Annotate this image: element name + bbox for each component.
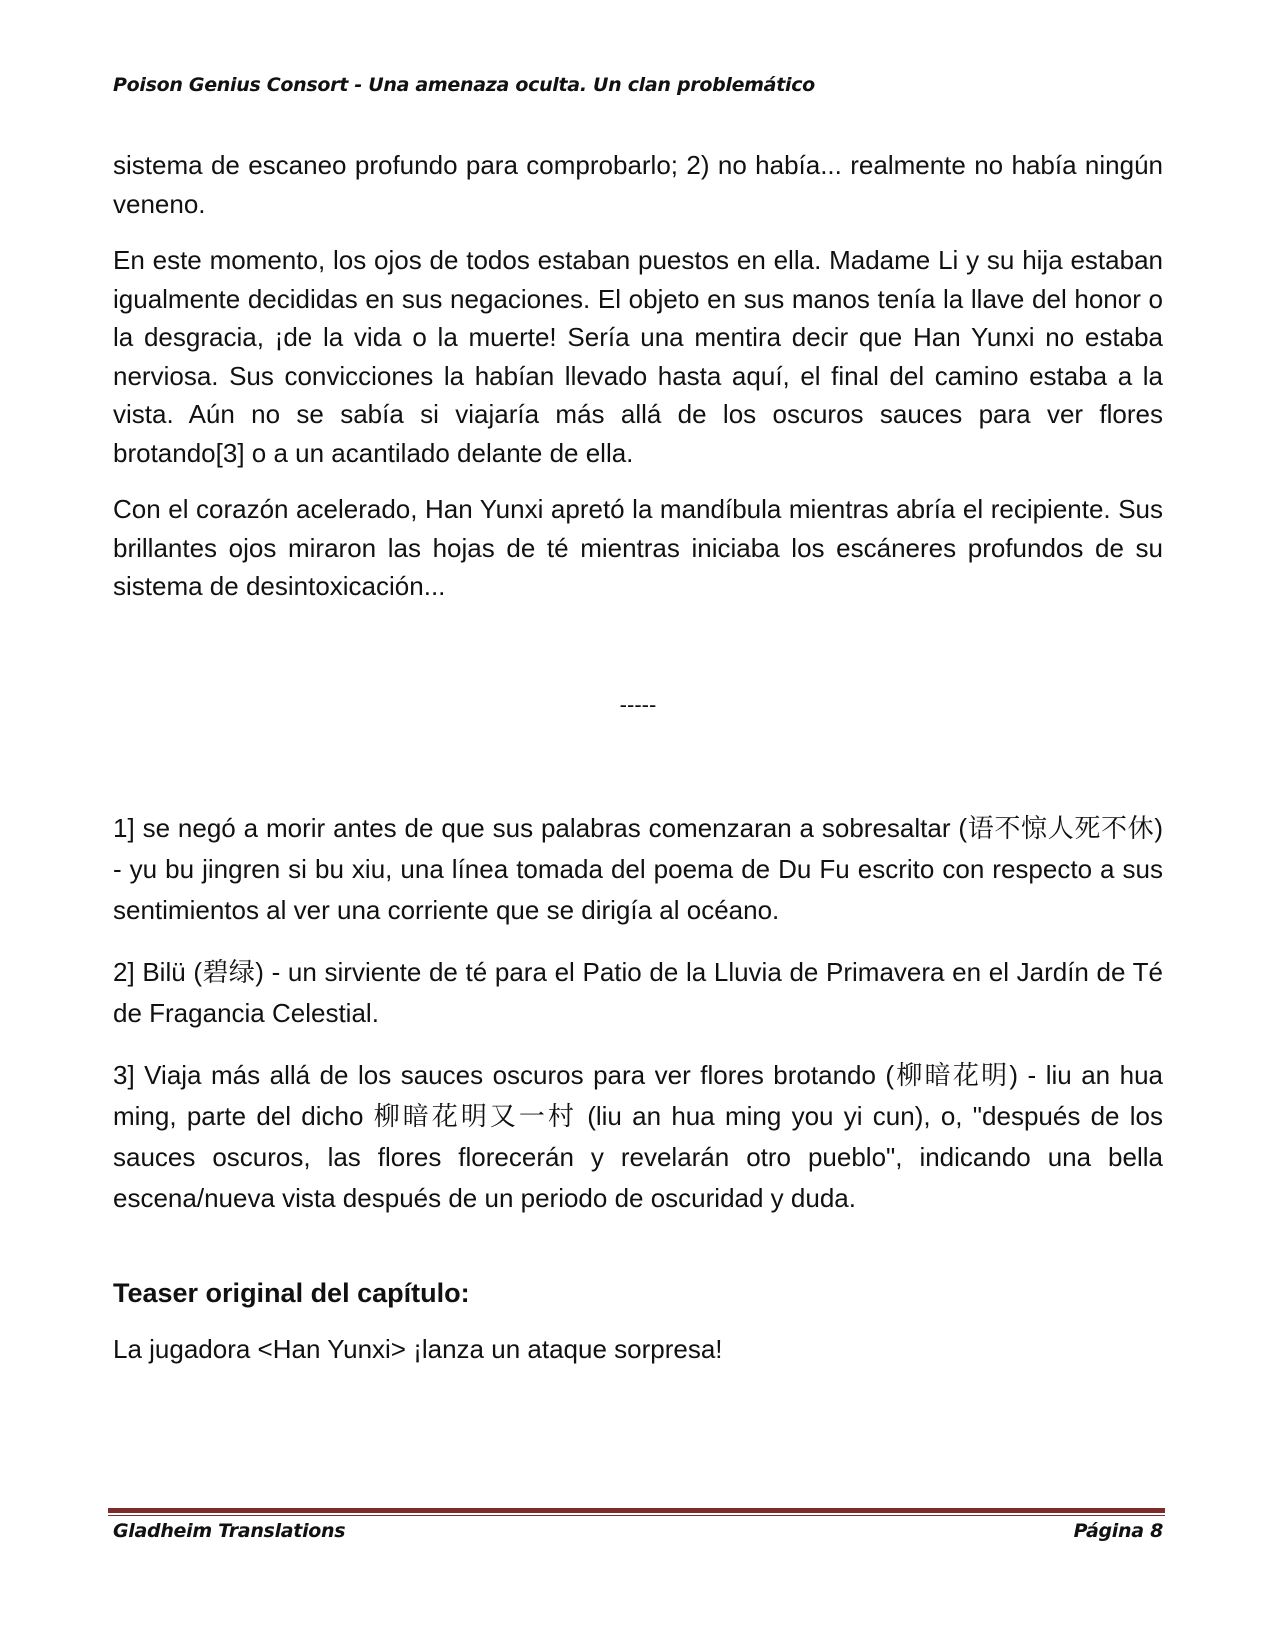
footer-divider-thin	[108, 1515, 1165, 1516]
teaser-heading: Teaser original del capítulo:	[113, 1277, 470, 1308]
footnote-2: 2] Bilü (碧绿) - un sirviente de té para el Patio de la Lluvia de Primavera en el Jardín de Té de Fragancia Celestial.	[113, 956, 1163, 1028]
body-paragraph: Con el corazón acelerado, Han Yunxi apretó la mandíbula mientras abría el recipiente. Sus brillantes ojos miraron las hojas de té mientras iniciaba los escáneres profundos de su sistema de desintoxicación...	[113, 494, 1163, 601]
body-paragraph: sistema de escaneo profundo para comprobarlo; 2) no había... realmente no había ningún veneno.	[113, 150, 1163, 219]
body-paragraph: En este momento, los ojos de todos estaban puestos en ella. Madame Li y su hija estaban igualmente decididas en sus negaciones. El objeto en sus manos tenía la llave del honor o la desgracia, ¡de la vida o la muerte! Sería una mentira decir que Han Yunxi no estaba nerviosa. Sus convicciones la habían llevado hasta aquí, el final del camino estaba a la vista. Aún no se sabía si viajaría más allá de los oscuros sauces para ver flores brotando[3] o a un acantilado delante de ella.	[113, 245, 1163, 468]
footnote-3: 3] Viaja más allá de los sauces oscuros para ver flores brotando (柳暗花明) - liu an hua ming, parte del dicho 柳暗花明又一村 (liu an hua ming you yi cun), o, "después de los sauces oscuros, las flores florecerán y revelarán otro pueblo", indicando una bella escena/nueva vista después de un periodo de oscuridad y duda.	[113, 1059, 1163, 1213]
page-header: Poison Genius Consort - Una amenaza oculta. Un clan problemático	[113, 74, 815, 96]
teaser-text: La jugadora <Han Yunxi> ¡lanza un ataque sorpresa!	[113, 1333, 723, 1364]
footnote-1: 1] se negó a morir antes de que sus palabras comenzaran a sobresaltar (语不惊人死不休) - yu bu jingren si bu xiu, una línea tomada del poema de Du Fu escrito con respecto a sus sentimientos al ver una corriente que se dirigía al océano.	[113, 812, 1163, 925]
section-separator: -----	[619, 691, 657, 717]
page-body	[113, 146, 1163, 1369]
footer-translator: Gladheim Translations	[113, 1520, 346, 1542]
footer-divider	[108, 1508, 1165, 1513]
footer-page-number: Página 8	[1073, 1520, 1163, 1542]
